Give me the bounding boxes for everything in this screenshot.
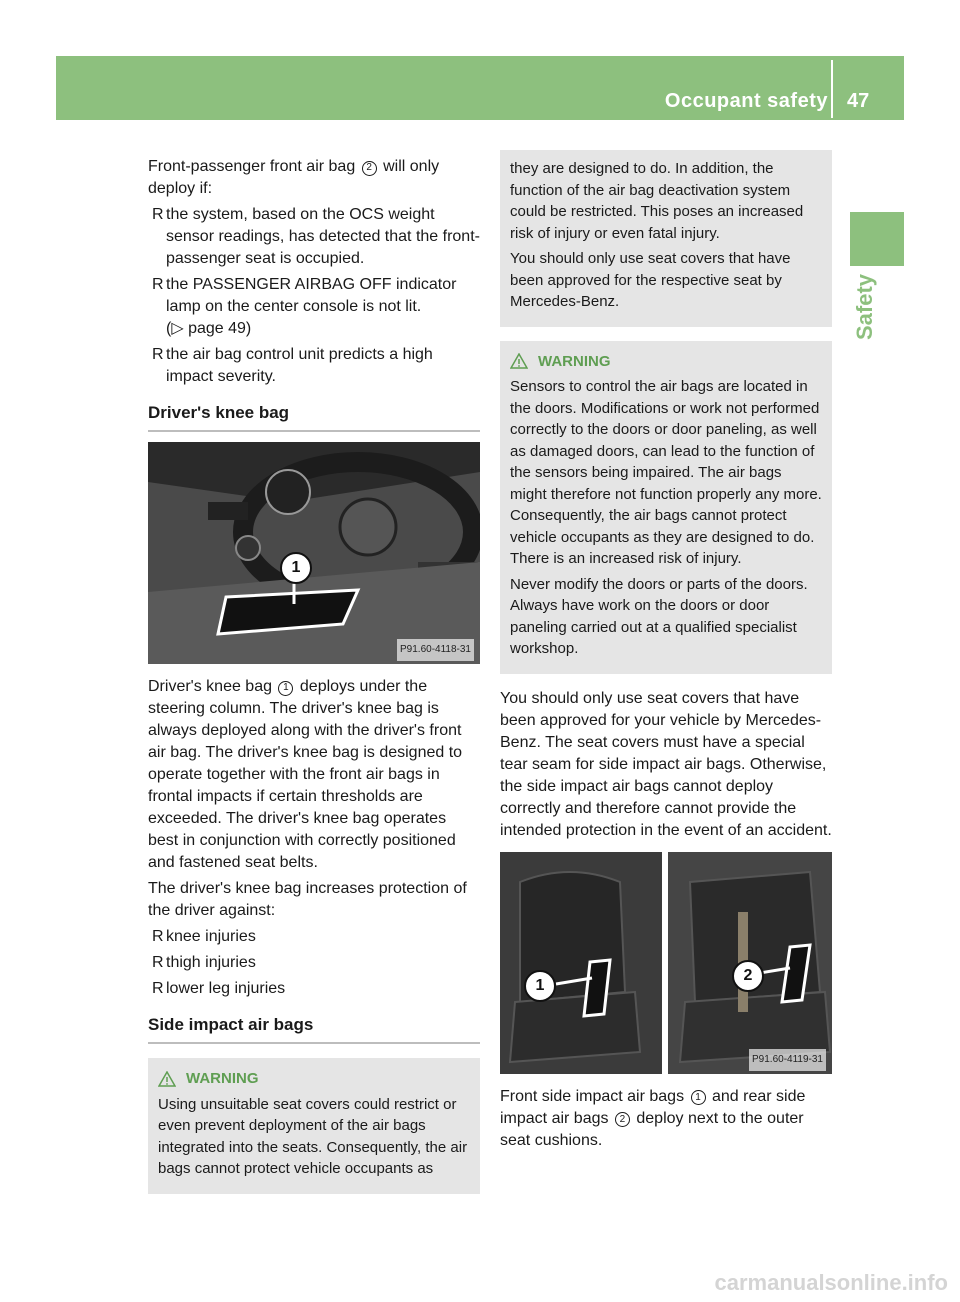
page-number: 47: [847, 90, 870, 112]
photo-code: P91.60-4119-31: [749, 1049, 826, 1071]
page-reference-link[interactable]: (▷ page 49): [166, 320, 252, 337]
seats-illustration: [500, 852, 832, 1074]
warning-header: WARNING: [158, 1068, 470, 1090]
knee-bag-heading: Driver's knee bag: [148, 402, 480, 432]
side-airbag-description: Front side impact air bags 1 and rear side impact air bags 2 deploy next to the outer seat cushions.: [500, 1087, 806, 1149]
intro-paragraph: [148, 156, 480, 200]
list-item: R thigh injuries: [152, 954, 256, 971]
list-item: R the system, based on the OCS weight sensor readings, has detected that the front-passenger seat is occupied.: [152, 206, 480, 267]
list-item: R lower leg injuries: [152, 980, 286, 997]
dashboard-illustration: [148, 442, 480, 664]
warning-box-seat-covers: [148, 1058, 480, 1194]
callout-ref-1: 1: [278, 681, 293, 696]
photo-code: P91.60-4118-31: [397, 639, 474, 661]
side-tab-label: Safety: [852, 273, 877, 340]
watermark: carmanualsonline.info: [714, 1270, 948, 1295]
list-item: R knee injuries: [152, 928, 256, 945]
warning-triangle-icon: [510, 353, 528, 369]
deploy-conditions-list: [148, 204, 480, 388]
warning-header: WARNING: [510, 351, 822, 373]
knee-bag-photo: [148, 442, 480, 664]
warning-text-approved: You should only use seat covers that have been approved for the respective seat by Mercedes-Benz.: [510, 250, 791, 310]
warning-text-continued: they are designed to do. In addition, the function of the air bag deactivation system could be restricted. This poses an increased risk of injury or even fatal injury.: [510, 160, 804, 242]
list-item: R the PASSENGER AIRBAG OFF indicator lamp on the center console is not lit. (▷ page 49): [152, 276, 457, 337]
callout-ref-1: 1: [691, 1090, 706, 1105]
warning-text-modify: Never modify the doors or parts of the doors. Always have work on the doors or door paneling carried out at a qualified specialist workshop.: [510, 575, 808, 657]
side-tab-marker: [850, 212, 904, 266]
rear-airbag-callout: 2: [732, 960, 764, 992]
section-title: Occupant safety: [664, 90, 828, 112]
header-divider: [831, 60, 833, 118]
warning-text: Using unsuitable seat covers could restrict or even prevent deployment of the air bags integrated into the seats. Consequently, the air bags cannot protect vehicle occupants as: [158, 1095, 468, 1177]
warning-box-door-sensors: [500, 341, 832, 674]
injury-list: [148, 926, 480, 1000]
intro-text: Front-passenger front air bag: [148, 158, 360, 175]
warning-box-continued: [500, 150, 832, 327]
callout-ref-2: 2: [362, 161, 377, 176]
callout-ref-2: 2: [615, 1112, 630, 1127]
right-column: [500, 150, 832, 1156]
side-impact-heading: Side impact air bags: [148, 1014, 480, 1044]
intro-text-end: will only deploy if:: [148, 158, 440, 197]
warning-text-sensors: Sensors to control the air bags are located in the doors. Modifications or work not performed correctly to the doors or door paneling, as well as damaged doors, can lead to the function of the sensors being impaired. The air bags might therefore not function properly any more. Consequently, the air bags cannot protect vehicle occupants as they are designed to do. There is an increased risk of injury.: [510, 378, 822, 567]
knee-bag-description: Driver's knee bag 1 deploys under the steering column. The driver's knee bag is always deployed along with the driver's front air bag. The driver's knee bag is designed to operate together with the front air bags in frontal impacts if certain thresholds are exceeded. The driver's knee bag operates best in conjunction with correctly positioned and fastened seat belts.: [148, 678, 463, 871]
front-airbag-callout: 1: [524, 970, 556, 1002]
left-column: [148, 156, 480, 1194]
knee-bag-callout: 1: [280, 552, 312, 584]
warning-triangle-icon: [158, 1071, 176, 1087]
seat-covers-paragraph: You should only use seat covers that have been approved for your vehicle by Mercedes-Benz. The seat covers must have a special tear seam for side impact air bags. Otherwise, the side impact air bags cannot deploy correctly and therefore cannot provide the intended protection in the event of an accident.: [500, 689, 832, 839]
list-item: R the air bag control unit predicts a high impact severity.: [152, 346, 433, 385]
side-airbag-photo: [500, 852, 832, 1074]
knee-bag-protection: The driver's knee bag increases protection of the driver against:: [148, 880, 467, 919]
